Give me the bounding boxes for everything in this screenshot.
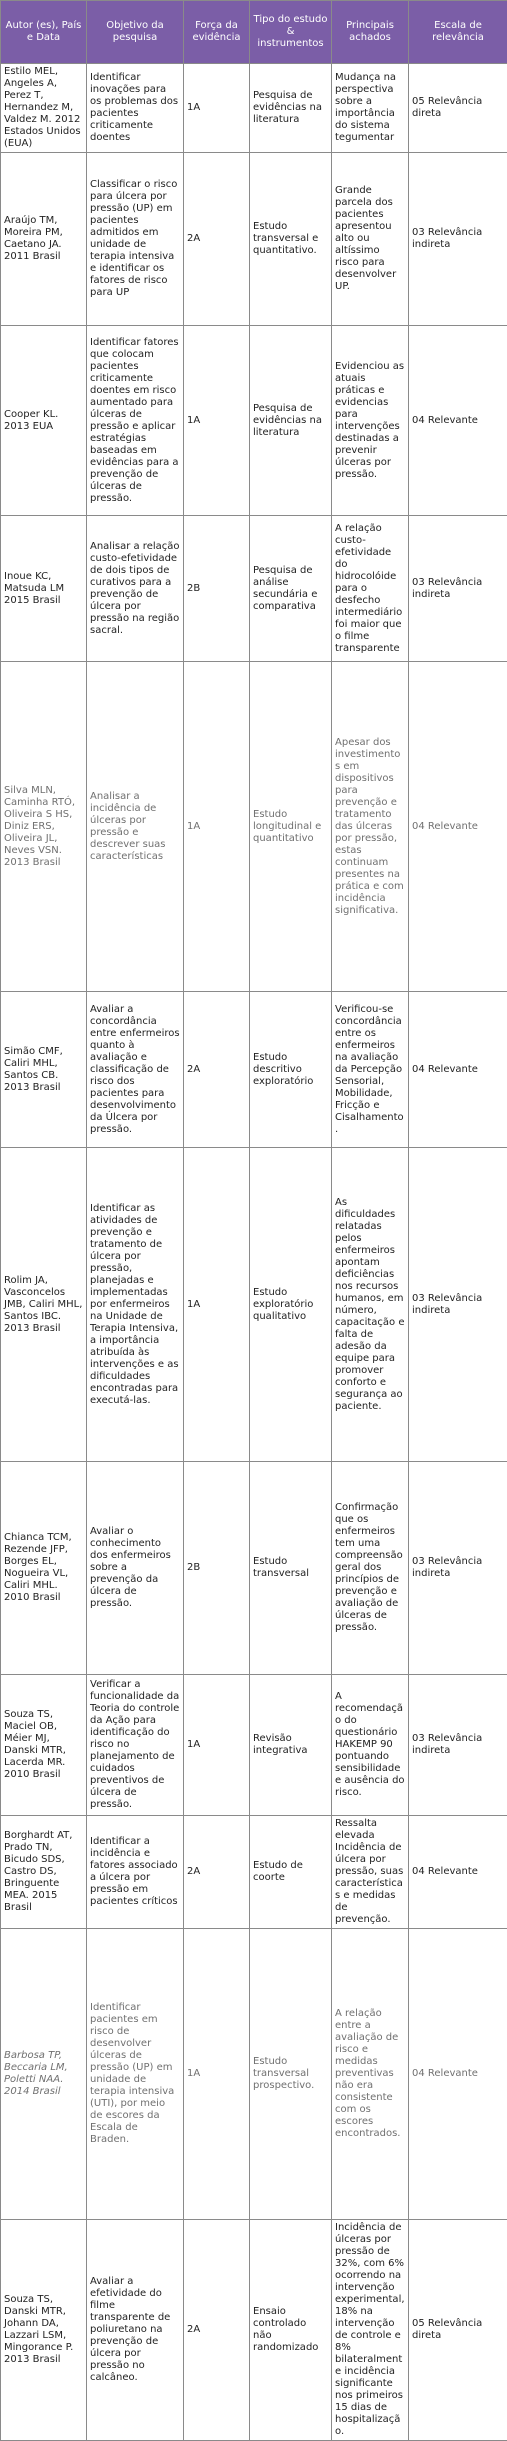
cell-main-findings: A relação custo-efetividade do hidrocolóide para o desfecho intermediário foi maior que o filme transparente bbox=[332, 516, 409, 662]
table-row bbox=[1, 153, 507, 326]
cell-evidence-strength: 2A bbox=[184, 2220, 250, 2441]
cell-main-findings: Verificou-se concordância entre os enfermeiros na avaliação da Percepção Sensorial, Mobilidade, Fricção e Cisalhamento. bbox=[332, 992, 409, 1148]
cell-relevance: 04 Relevante bbox=[409, 1929, 507, 2220]
cell-author: Barbosa TP, Beccaria LM, Poletti NAA. 2014 Brasil bbox=[1, 1929, 87, 2220]
cell-evidence-strength: 1A bbox=[184, 1929, 250, 2220]
cell-evidence-strength: 1A bbox=[184, 662, 250, 992]
header-study-type: Tipo do estudo & instrumentos bbox=[250, 1, 332, 64]
cell-evidence-strength: 1A bbox=[184, 1148, 250, 1462]
cell-objective: Avaliar a efetividade do filme transparente de poliuretano na prevenção de úlcera por pressão no calcâneo. bbox=[87, 2220, 184, 2441]
table-row bbox=[1, 662, 507, 992]
cell-main-findings: As dificuldades relatadas pelos enfermeiros apontam deficiências nos recursos humanos, em número, capacitação e falta de adesão da equipe para promover conforto e segurança ao paciente. bbox=[332, 1148, 409, 1462]
header-main-findings: Principais achados bbox=[332, 1, 409, 64]
cell-relevance: 04 Relevante bbox=[409, 662, 507, 992]
header-evidence-strength: Força da evidência bbox=[184, 1, 250, 64]
cell-objective: Avaliar o conhecimento dos enfermeiros sobre a prevenção da úlcera de pressão. bbox=[87, 1462, 184, 1675]
cell-author: Souza TS, Maciel OB, Méier MJ, Danski MTR, Lacerda MR. 2010 Brasil bbox=[1, 1675, 87, 1816]
cell-objective: Classificar o risco para úlcera por pressão (UP) em pacientes admitidos em unidade de terapia intensiva e identificar os fatores de risco para UP bbox=[87, 153, 184, 326]
cell-main-findings: Grande parcela dos pacientes apresentou alto ou altíssimo risco para desenvolver UP. bbox=[332, 153, 409, 326]
cell-objective: Identificar fatores que colocam pacientes criticamente doentes em risco aumentado para úlceras de pressão e aplicar estratégias baseadas em evidências para a prevenção de úlceras de pressão. bbox=[87, 326, 184, 516]
cell-study-type: Estudo transversal bbox=[250, 1462, 332, 1675]
table-row bbox=[1, 1675, 507, 1816]
cell-evidence-strength: 1A bbox=[184, 326, 250, 516]
table-row bbox=[1, 1929, 507, 2220]
cell-objective: Identificar inovações para os problemas dos pacientes criticamente doentes bbox=[87, 64, 184, 153]
cell-objective: Avaliar a concordância entre enfermeiros quanto à avaliação e classificação de risco dos pacientes para desenvolvimento da Úlcera por pressão. bbox=[87, 992, 184, 1148]
cell-relevance: 03 Relevância indireta bbox=[409, 516, 507, 662]
table-row bbox=[1, 326, 507, 516]
cell-evidence-strength: 1A bbox=[184, 64, 250, 153]
cell-objective: Analisar a relação custo-efetividade de dois tipos de curativos para a prevenção de úlcera por pressão na região sacral. bbox=[87, 516, 184, 662]
table-row bbox=[1, 1148, 507, 1462]
cell-study-type: Estudo transversal e quantitativo. bbox=[250, 153, 332, 326]
cell-study-type: Estudo de coorte bbox=[250, 1816, 332, 1929]
table-row bbox=[1, 516, 507, 662]
cell-objective: Verificar a funcionalidade da Teoria do controle da Ação para identificação do risco no planejamento de cuidados preventivos de úlcera de pressão. bbox=[87, 1675, 184, 1816]
cell-evidence-strength: 2B bbox=[184, 516, 250, 662]
cell-relevance: 04 Relevante bbox=[409, 1816, 507, 1929]
table-row bbox=[1, 64, 507, 153]
cell-study-type: Ensaio controlado não randomizado bbox=[250, 2220, 332, 2441]
cell-evidence-strength: 1A bbox=[184, 1675, 250, 1816]
cell-main-findings: Evidenciou as atuais práticas e evidencias para intervenções destinadas a prevenir úlceras por pressão. bbox=[332, 326, 409, 516]
cell-study-type: Pesquisa de evidências na literatura bbox=[250, 64, 332, 153]
cell-main-findings: Ressalta elevada Incidência de úlcera por pressão, suas características e medidas de prevenção. bbox=[332, 1816, 409, 1929]
cell-study-type: Estudo longitudinal e quantitativo bbox=[250, 662, 332, 992]
cell-study-type: Pesquisa de análise secundária e comparativa bbox=[250, 516, 332, 662]
cell-objective: Identificar pacientes em risco de desenvolver úlceras de pressão (UP) em unidade de terapia intensiva (UTI), por meio de escores da Escala de Braden. bbox=[87, 1929, 184, 2220]
cell-main-findings: Confirmação que os enfermeiros tem uma compreensão geral dos princípios de prevenção e avaliação de úlceras de pressão. bbox=[332, 1462, 409, 1675]
cell-study-type: Pesquisa de evidências na literatura bbox=[250, 326, 332, 516]
cell-author: Cooper KL. 2013 EUA bbox=[1, 326, 87, 516]
cell-relevance: 04 Relevante bbox=[409, 992, 507, 1148]
cell-relevance: 03 Relevância indireta bbox=[409, 153, 507, 326]
cell-author: Araújo TM, Moreira PM, Caetano JA. 2011 Brasil bbox=[1, 153, 87, 326]
cell-author: Rolim JA, Vasconcelos JMB, Caliri MHL, Santos IBC. 2013 Brasil bbox=[1, 1148, 87, 1462]
cell-objective: Identificar as atividades de prevenção e tratamento de úlcera por pressão, planejadas e implementadas por enfermeiros na Unidade de Terapia Intensiva, a importância atribuída às intervenções e as dificuldades encontradas para executá-las. bbox=[87, 1148, 184, 1462]
header-objective: Objetivo da pesquisa bbox=[87, 1, 184, 64]
cell-main-findings: A recomendação do questionário HAKEMP 90 pontuando sensibilidade e ausência do risco. bbox=[332, 1675, 409, 1816]
cell-author: Souza TS, Danski MTR, Johann DA, Lazzari LSM, Mingorance P. 2013 Brasil bbox=[1, 2220, 87, 2441]
cell-author: Simão CMF, Caliri MHL, Santos CB. 2013 Brasil bbox=[1, 992, 87, 1148]
cell-main-findings: Apesar dos investimentos em dispositivos para prevenção e tratamento das úlceras por pressão, estas continuam presentes na prática e com incidência significativa. bbox=[332, 662, 409, 992]
cell-main-findings: Mudança na perspectiva sobre a importância do sistema tegumentar bbox=[332, 64, 409, 153]
cell-evidence-strength: 2A bbox=[184, 992, 250, 1148]
table-row bbox=[1, 1816, 507, 1929]
cell-relevance: 03 Relevância indireta bbox=[409, 1462, 507, 1675]
cell-author: Estilo MEL, Angeles A, Perez T, Hernandez M, Valdez M. 2012 Estados Unidos (EUA) bbox=[1, 64, 87, 153]
cell-study-type: Estudo descritivo exploratório bbox=[250, 992, 332, 1148]
cell-relevance: 03 Relevância indireta bbox=[409, 1148, 507, 1462]
cell-relevance: 05 Relevância direta bbox=[409, 2220, 507, 2441]
cell-objective: Analisar a incidência de úlceras por pressão e descrever suas características bbox=[87, 662, 184, 992]
cell-relevance: 05 Relevância direta bbox=[409, 64, 507, 153]
cell-main-findings: Incidência de úlceras por pressão de 32%, com 6% ocorrendo na intervenção experimental, 18% na intervenção de controle e 8% bilateralmente incidência significante nos primeiros 15 dias de hospitalização. bbox=[332, 2220, 409, 2441]
table-header-row bbox=[1, 1, 507, 64]
cell-author: Borghardt AT, Prado TN, Bicudo SDS, Castro DS, Bringuente MEA. 2015 Brasil bbox=[1, 1816, 87, 1929]
cell-author: Inoue KC, Matsuda LM 2015 Brasil bbox=[1, 516, 87, 662]
table-row bbox=[1, 1462, 507, 1675]
header-author: Autor (es), País e Data bbox=[1, 1, 87, 64]
cell-objective: Identificar a incidência e fatores associado a úlcera por pressão em pacientes críticos bbox=[87, 1816, 184, 1929]
cell-evidence-strength: 2A bbox=[184, 153, 250, 326]
cell-author: Chianca TCM, Rezende JFP, Borges EL, Nogueira VL, Caliri MHL. 2010 Brasil bbox=[1, 1462, 87, 1675]
table-row bbox=[1, 992, 507, 1148]
header-relevance-scale: Escala de relevância bbox=[409, 1, 507, 64]
cell-author: Silva MLN, Caminha RTÓ, Oliveira S HS, Diniz ERS, Oliveira JL, Neves VSN. 2013 Brasil bbox=[1, 662, 87, 992]
cell-main-findings: A relação entre a avaliação de risco e medidas preventivas não era consistente com os escores encontrados. bbox=[332, 1929, 409, 2220]
cell-evidence-strength: 2A bbox=[184, 1816, 250, 1929]
table-row bbox=[1, 2220, 507, 2441]
cell-study-type: Estudo exploratório qualitativo bbox=[250, 1148, 332, 1462]
cell-study-type: Estudo transversal prospectivo. bbox=[250, 1929, 332, 2220]
cell-relevance: 04 Relevante bbox=[409, 326, 507, 516]
cell-relevance: 03 Relevância indireta bbox=[409, 1675, 507, 1816]
cell-evidence-strength: 2B bbox=[184, 1462, 250, 1675]
cell-study-type: Revisão integrativa bbox=[250, 1675, 332, 1816]
